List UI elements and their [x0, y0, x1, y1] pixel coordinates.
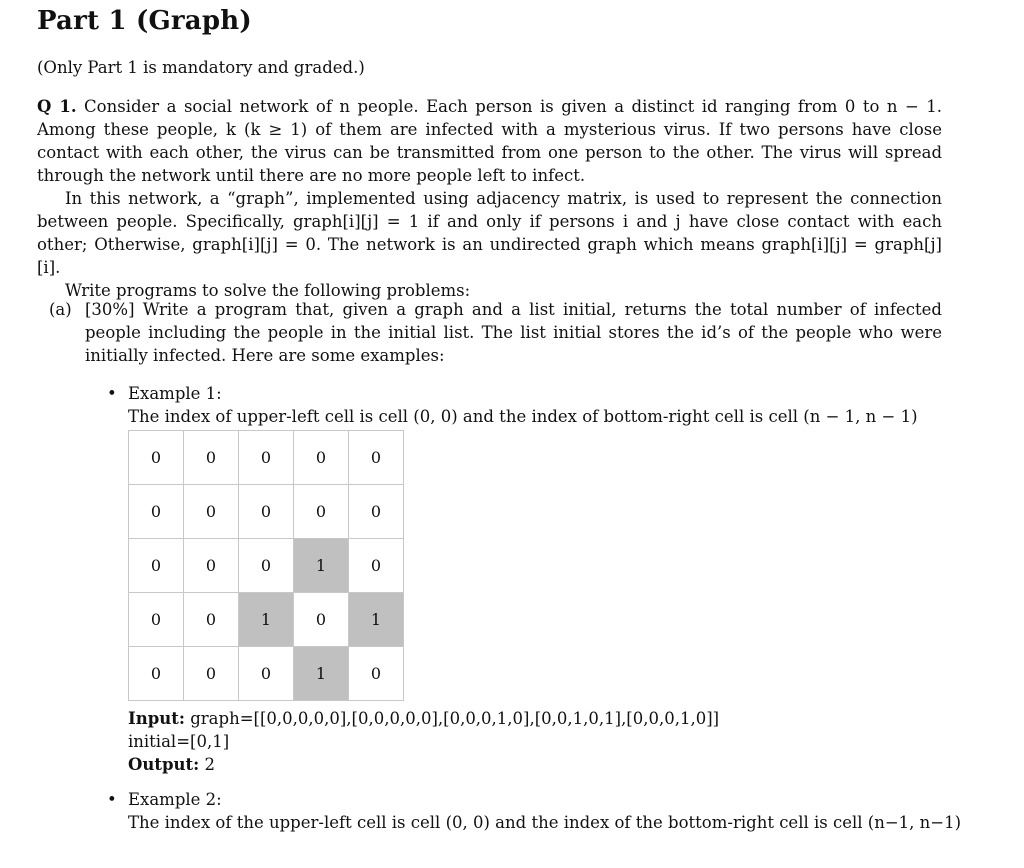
- example-2: [107, 788, 977, 834]
- input-value: graph=[[0,0,0,0,0],[0,0,0,0,0],[0,0,0,1,0],[0,0,1,0,1],[0,0,0,1,0]]: [190, 709, 720, 728]
- output-value: 2: [204, 755, 215, 774]
- bullet-icon: •: [107, 790, 117, 809]
- example-1-body: [128, 382, 942, 776]
- matrix-cell: 0: [129, 647, 184, 701]
- matrix-cell: 0: [349, 539, 404, 593]
- output-line: [128, 753, 942, 776]
- matrix-cell: 0: [294, 485, 349, 539]
- mandatory-note: (Only Part 1 is mandatory and graded.): [37, 58, 365, 77]
- matrix-cell: 0: [184, 485, 239, 539]
- matrix-cell: 0: [349, 485, 404, 539]
- page-title: Part 1 (Graph): [37, 6, 252, 36]
- part-a-text: [30%] Write a program that, given a graph and a list initial, returns the total number of infected people including the people in the initial list. The list initial stores the id’s of the people who were initially infected. Here are some examples:: [85, 300, 942, 365]
- example-1-caption: The index of upper-left cell is cell (0, 0) and the index of bottom-right cell is cell (n − 1, n − 1): [128, 407, 918, 426]
- matrix-row: [129, 431, 404, 485]
- question-intro-text: Consider a social network of n people. Each person is given a distinct id ranging from 0 to n − 1. Among these people, k (k ≥ 1) of them are infected with a mysterious virus. If two persons have close contact with each other, the virus can be transmitted from one person to the other. The virus will spread through the network until there are no more people left to infect.: [37, 97, 943, 185]
- example-2-caption: The index of the upper-left cell is cell (0, 0) and the index of the bottom-right cell is cell (n−1, n−1): [128, 813, 962, 832]
- example-1-io: [128, 707, 942, 776]
- matrix-cell: 0: [129, 593, 184, 647]
- matrix-cell: 0: [184, 593, 239, 647]
- initial-line: initial=[0,1]: [128, 732, 230, 751]
- matrix-row: [129, 647, 404, 701]
- question-para-3: Write programs to solve the following problems:: [65, 281, 471, 300]
- matrix-cell: 0: [129, 539, 184, 593]
- matrix-row: [129, 539, 404, 593]
- matrix-cell: 1: [294, 647, 349, 701]
- matrix-cell: 0: [129, 485, 184, 539]
- matrix-row: [129, 593, 404, 647]
- matrix-cell: 0: [184, 431, 239, 485]
- adjacency-matrix: [128, 430, 404, 701]
- matrix-cell: 0: [184, 539, 239, 593]
- matrix-cell: 0: [294, 593, 349, 647]
- part-a-label: (a): [49, 300, 72, 319]
- question-1: [37, 95, 942, 302]
- question-para-2: In this network, a “graph”, implemented using adjacency matrix, is used to represent the connection between people. Specifically, graph[i][j] = 1 if and only if persons i and j have close contact with each other; Otherwise, graph[i][j] = 0. The network is an undirected graph which means graph[i][j] = graph[j][i].: [37, 189, 942, 277]
- matrix-cell: 0: [349, 647, 404, 701]
- bullet-icon: •: [107, 384, 117, 403]
- matrix-cell: 0: [349, 431, 404, 485]
- question-para-1: [37, 95, 942, 187]
- matrix-cell: 1: [294, 539, 349, 593]
- example-1: [107, 382, 942, 776]
- input-line: [128, 707, 942, 730]
- part-a: [49, 298, 942, 367]
- matrix-cell: 0: [239, 539, 294, 593]
- matrix-cell: 0: [239, 431, 294, 485]
- matrix-cell: 0: [239, 647, 294, 701]
- matrix-cell: 0: [294, 431, 349, 485]
- matrix-row: [129, 485, 404, 539]
- question-label: Q 1.: [37, 97, 77, 116]
- matrix-cell: 0: [184, 647, 239, 701]
- output-label: Output:: [128, 755, 200, 774]
- matrix-cell: 0: [239, 485, 294, 539]
- example-2-body: [128, 788, 977, 834]
- example-1-title: Example 1:: [128, 384, 222, 403]
- matrix-cell: 1: [349, 593, 404, 647]
- matrix-cell: 1: [239, 593, 294, 647]
- example-2-title: Example 2:: [128, 790, 222, 809]
- matrix-cell: 0: [129, 431, 184, 485]
- input-label: Input:: [128, 709, 185, 728]
